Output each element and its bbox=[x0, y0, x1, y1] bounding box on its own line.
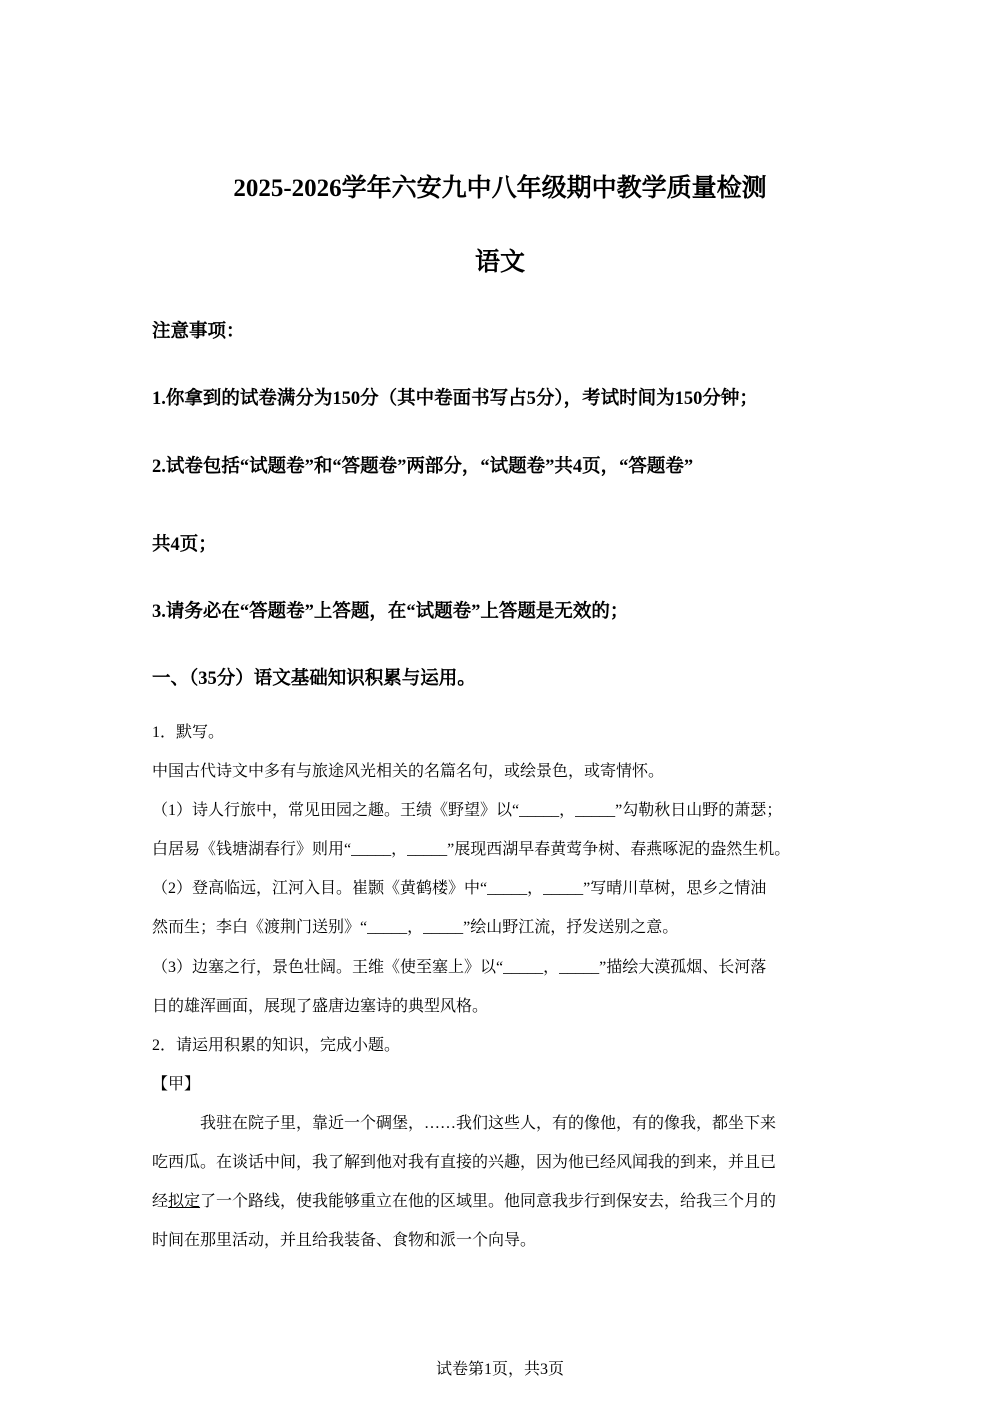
passage-line: 时间在那里活动，并且给我装备、食物和派一个向导。 bbox=[152, 1232, 537, 1249]
exam-title: 2025-2026学年六安九中八年级期中教学质量检测 bbox=[233, 175, 767, 202]
underlined-word: 拟定 bbox=[168, 1193, 201, 1210]
notice-item-2-cont: 共4页； bbox=[152, 535, 217, 555]
passage-text: 经 bbox=[152, 1193, 169, 1210]
passage-text: 了一个路线，使我能够重立在他的区域里。他同意我步行到保安去，给我三个月的 bbox=[200, 1193, 777, 1210]
section-heading: 一、（35分）语文基础知识积累与运用。 bbox=[152, 669, 476, 689]
passage-line bbox=[152, 1188, 776, 1211]
exam-subject: 语文 bbox=[474, 249, 525, 276]
passage-line: 吃西瓜。在谈话中间，我了解到他对我有直接的兴趣，因为他已经风闻我的到来，并且已 bbox=[152, 1154, 777, 1171]
passage-line: 我驻在院子里，靠近一个碉堡，……我们这些人，有的像他，有的像我，都坐下来 bbox=[200, 1115, 777, 1132]
question-1-line: （2）登高临远，江河入目。崔颢《黄鹤楼》中“_____，_____”写晴川草树，思乡之情油 bbox=[152, 880, 767, 897]
question-1-line: 日的雄浑画面，展现了盛唐边塞诗的典型风格。 bbox=[152, 998, 489, 1015]
question-1-line: 然而生；李白《渡荆门送别》“_____，_____”绘山野江流，抒发送别之意。 bbox=[152, 919, 679, 936]
notice-item-3: 3.请务必在“答题卷”上答题，在“试题卷”上答题是无效的； bbox=[152, 602, 629, 622]
notice-item-1: 1.你拿到的试卷满分为150分（其中卷面书写占5分），考试时间为150分钟； bbox=[152, 389, 758, 409]
question-1-line: （3）边塞之行，景色壮阔。王维《使至塞上》以“_____，_____”描绘大漠孤烟、长河落 bbox=[152, 959, 767, 976]
page-footer: 试卷第1页，共3页 bbox=[435, 1361, 564, 1378]
question-1-title: 1．默写。 bbox=[152, 724, 225, 741]
question-2-title: 2．请运用积累的知识，完成小题。 bbox=[152, 1037, 401, 1054]
question-1-line: （1）诗人行旅中，常见田园之趣。王绩《野望》以“_____，_____”勾勒秋日山野的萧瑟； bbox=[152, 802, 783, 819]
passage-label: 【甲】 bbox=[152, 1076, 201, 1093]
question-1-line: 白居易《钱塘湖春行》则用“_____，_____”展现西湖早春黄莺争树、春燕啄泥的盎然生机。 bbox=[152, 841, 791, 858]
notice-item-2: 2.试卷包括“试题卷”和“答题卷”两部分，“试题卷”共4页，“答题卷” bbox=[152, 457, 694, 477]
question-1-intro: 中国古代诗文中多有与旅途风光相关的名篇名句，或绘景色，或寄情怀。 bbox=[152, 763, 665, 780]
notice-heading: 注意事项： bbox=[152, 322, 245, 342]
